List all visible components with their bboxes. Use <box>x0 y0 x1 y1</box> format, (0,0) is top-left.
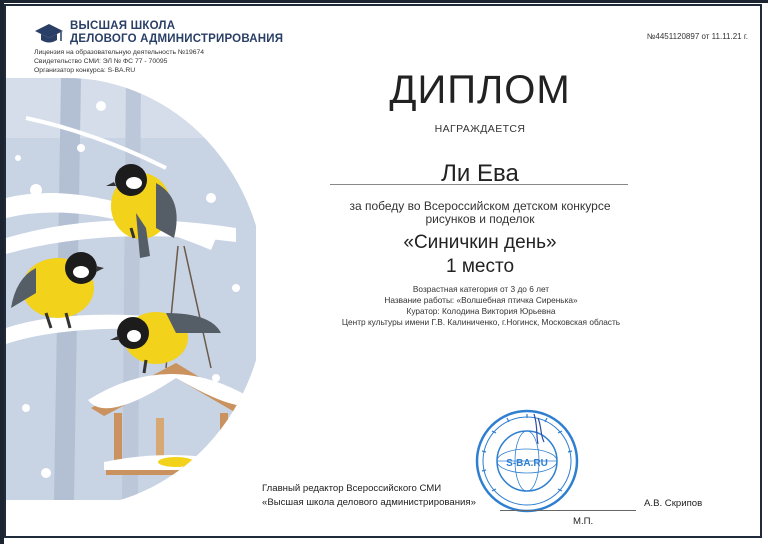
curator: Куратор: Колодина Виктория Юрьевна <box>406 306 556 316</box>
award-reason-line1: за победу во Всероссийском детском конкурсе <box>349 199 611 213</box>
graduation-cap-icon <box>34 22 64 46</box>
award-reason <box>330 200 630 226</box>
awarded-label: НАГРАЖДАЕТСЯ <box>434 123 526 135</box>
titmice-illustration <box>6 78 256 500</box>
logo-title <box>70 20 330 46</box>
stamp-place-label: М.П. <box>573 516 594 527</box>
diploma-title: ДИПЛОМ <box>389 68 571 112</box>
logo-title-line1: ВЫСШАЯ ШКОЛА <box>70 20 176 32</box>
license-text: Лицензия на образовательную деятельность №19674 <box>34 49 205 56</box>
signature-line <box>500 510 636 511</box>
signatory-role-line2: «Высшая школа делового администрирования» <box>262 497 476 508</box>
award-reason-line2: рисунков и поделок <box>425 212 535 226</box>
media-cert-text: Свидетельство СМИ: ЭЛ № ФС 77 - 70095 <box>34 58 168 65</box>
logo-title-line2: ДЕЛОВОГО АДМИНИСТРИРОВАНИЯ <box>70 33 284 45</box>
stamp-center-text: S-BA.RU <box>506 458 548 469</box>
place-awarded: 1 место <box>445 256 515 277</box>
logo-meta <box>34 48 294 75</box>
participant-details <box>296 284 666 328</box>
age-category: Возрастная категория от 3 до 6 лет <box>412 284 550 294</box>
organizer-text: Организатор конкурса: S-BA.RU <box>34 67 136 74</box>
contest-name: «Синичкин день» <box>403 232 557 253</box>
recipient-name: Ли Ева <box>441 160 519 187</box>
signer-name: А.В. Скрипов <box>644 498 703 509</box>
institution: Центр культуры имени Г.В. Калиниченко, г.Ногинск, Московская область <box>341 317 621 327</box>
signatory-role-line1: Главный редактор Всероссийского СМИ <box>262 483 442 494</box>
document-number: №4451120897 от 11.11.21 г. <box>646 32 748 41</box>
work-title: Название работы: «Волшебная птичка Сиренька» <box>384 295 578 305</box>
signatory-role <box>262 482 492 510</box>
recipient-underline <box>330 184 628 185</box>
